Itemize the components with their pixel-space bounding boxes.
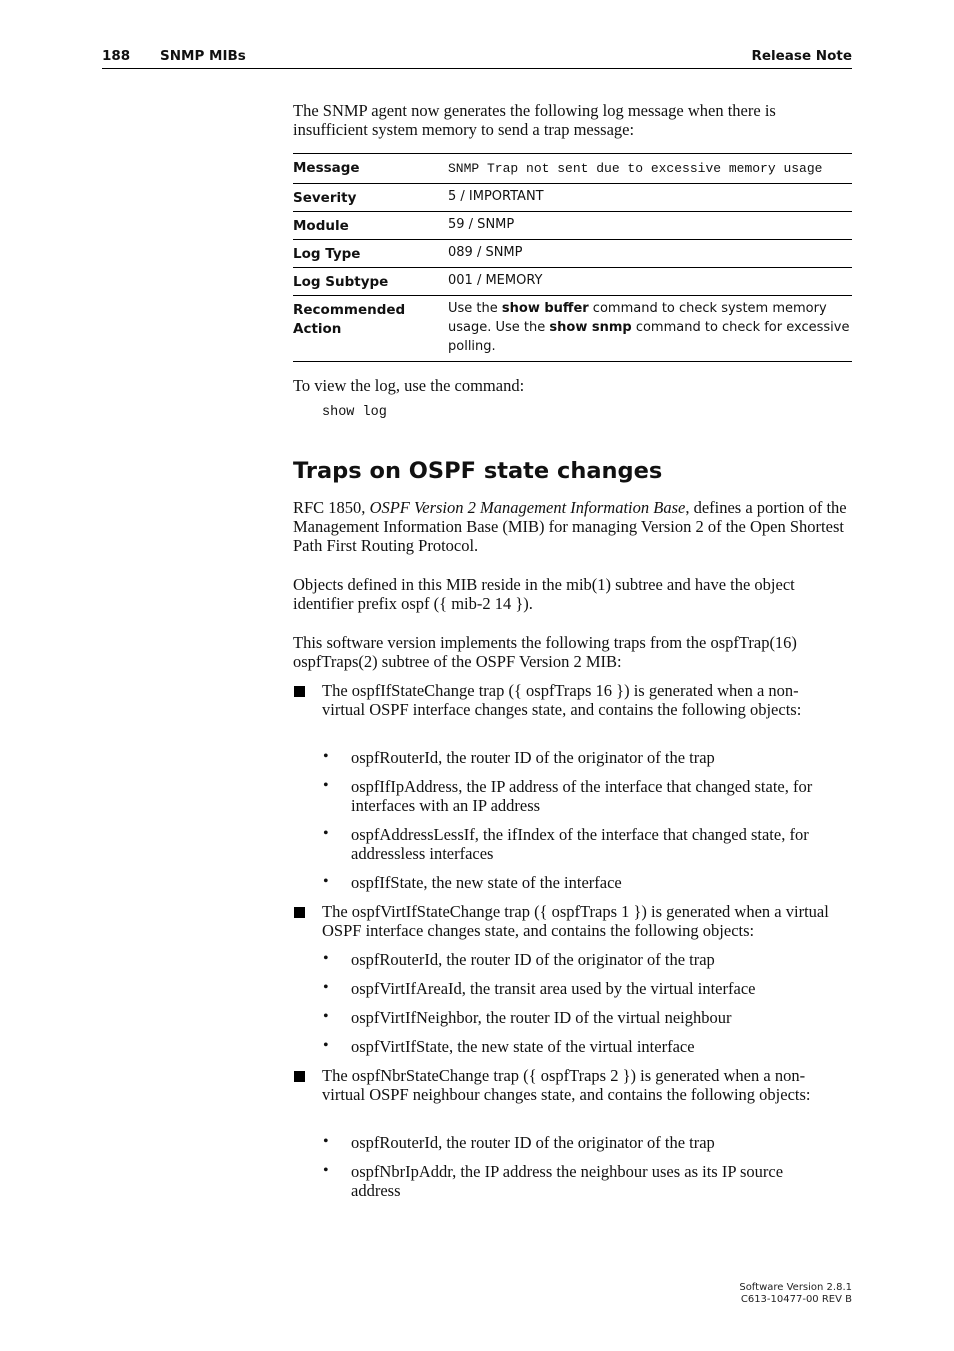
list-item: ospfIfIpAddress, the IP address of the interface that changed state, for interfaces with an IP address	[351, 777, 813, 816]
row-key: Log Type	[293, 240, 448, 268]
document-name: Release Note	[751, 48, 852, 64]
rfc-text: RFC 1850,	[293, 498, 370, 517]
list-item: ospfVirtIfNeighbor, the router ID of the virtual neighbour	[351, 1008, 732, 1027]
implements-paragraph: This software version implements the following traps from the ospfTrap(16) ospfTraps(2) subtree of the OSPF Version 2 MIB:	[293, 633, 797, 672]
list-item: ospfIfState, the new state of the interface	[351, 873, 622, 892]
table-row	[293, 240, 852, 268]
row-value: 001 / MEMORY	[448, 268, 852, 296]
action-text: Use the	[448, 301, 502, 316]
page-number: 188	[102, 48, 131, 64]
action-text: command to check system memory usage. Use the	[448, 301, 827, 335]
objects-paragraph: Objects defined in this MIB reside in the mib(1) subtree and have the object identifier prefix ospf ({ mib-2 14 }).	[293, 575, 795, 614]
list-item: ospfRouterId, the router ID of the originator of the trap	[351, 1133, 715, 1152]
section-title: Traps on OSPF state changes	[293, 458, 663, 484]
square-bullet-icon	[294, 1071, 305, 1082]
command-show-snmp: show snmp	[549, 320, 632, 335]
bullet-icon: •	[323, 873, 329, 890]
command-show-buffer: show buffer	[501, 301, 589, 316]
row-key: Message	[293, 154, 448, 184]
trap-description: The ospfIfStateChange trap ({ ospfTraps 16 }) is generated when a non-virtual OSPF interface changes state, and contains the following objects:	[322, 681, 802, 720]
row-value: 59 / SNMP	[448, 212, 852, 240]
table-row	[293, 154, 852, 184]
document-code: C613-10477-00 REV B	[740, 1293, 852, 1305]
trap-description: The ospfVirtIfStateChange trap ({ ospfTraps 1 }) is generated when a virtual OSPF interface changes state, and contains the following objects:	[322, 902, 829, 941]
table-row	[293, 184, 852, 212]
bullet-icon: •	[323, 777, 329, 794]
list-item: ospfRouterId, the router ID of the originator of the trap	[351, 748, 715, 767]
page-header	[102, 48, 852, 69]
square-bullet-icon	[294, 907, 305, 918]
section-name: SNMP MIBs	[160, 48, 246, 64]
bullet-icon: •	[323, 748, 329, 765]
row-key: Severity	[293, 184, 448, 212]
software-version: Software Version 2.8.1	[739, 1282, 852, 1293]
trap-description: The ospfNbrStateChange trap ({ ospfTraps 2 }) is generated when a non-virtual OSPF neighbour changes state, and contains the following objects:	[322, 1066, 811, 1105]
bullet-icon: •	[323, 1037, 329, 1054]
rfc-text: , defines a portion of the Management Information Base (MIB) for managing Version 2 of the Open Shortest Path First Routing Protocol.	[293, 498, 847, 556]
bullet-icon: •	[323, 1133, 329, 1150]
page-footer	[739, 1282, 852, 1305]
intro-paragraph: The SNMP agent now generates the following log message when there is insufficient system memory to send a trap message:	[293, 101, 776, 140]
bullet-icon: •	[323, 979, 329, 996]
table-row	[293, 296, 852, 362]
bullet-icon: •	[323, 1162, 329, 1179]
row-value: 5 / IMPORTANT	[448, 184, 852, 212]
action-text: command to check for excessive polling.	[448, 320, 850, 354]
row-value: SNMP Trap not sent due to excessive memory usage	[448, 154, 852, 184]
rfc-title: OSPF Version 2 Management Information Base	[369, 498, 686, 517]
row-key: Module	[293, 212, 448, 240]
view-log-paragraph: To view the log, use the command:	[293, 376, 525, 395]
list-item: ospfAddressLessIf, the ifIndex of the interface that changed state, for addressless interfaces	[351, 825, 809, 864]
recommended-action-value	[448, 296, 852, 362]
row-key: Recommended Action	[293, 296, 448, 362]
command-example: show log	[322, 405, 387, 420]
bullet-icon: •	[323, 950, 329, 967]
log-message-table	[293, 153, 852, 362]
list-item: ospfVirtIfState, the new state of the virtual interface	[351, 1037, 695, 1056]
square-bullet-icon	[294, 686, 305, 697]
list-item: ospfNbrIpAddr, the IP address the neighbour uses as its IP source address	[351, 1162, 784, 1201]
list-item: ospfRouterId, the router ID of the originator of the trap	[351, 950, 715, 969]
list-item: ospfVirtIfAreaId, the transit area used by the virtual interface	[351, 979, 756, 998]
row-key: Log Subtype	[293, 268, 448, 296]
row-value: 089 / SNMP	[448, 240, 852, 268]
table-row	[293, 212, 852, 240]
bullet-icon: •	[323, 825, 329, 842]
bullet-icon: •	[323, 1008, 329, 1025]
table-row	[293, 268, 852, 296]
rfc-paragraph	[293, 498, 853, 556]
